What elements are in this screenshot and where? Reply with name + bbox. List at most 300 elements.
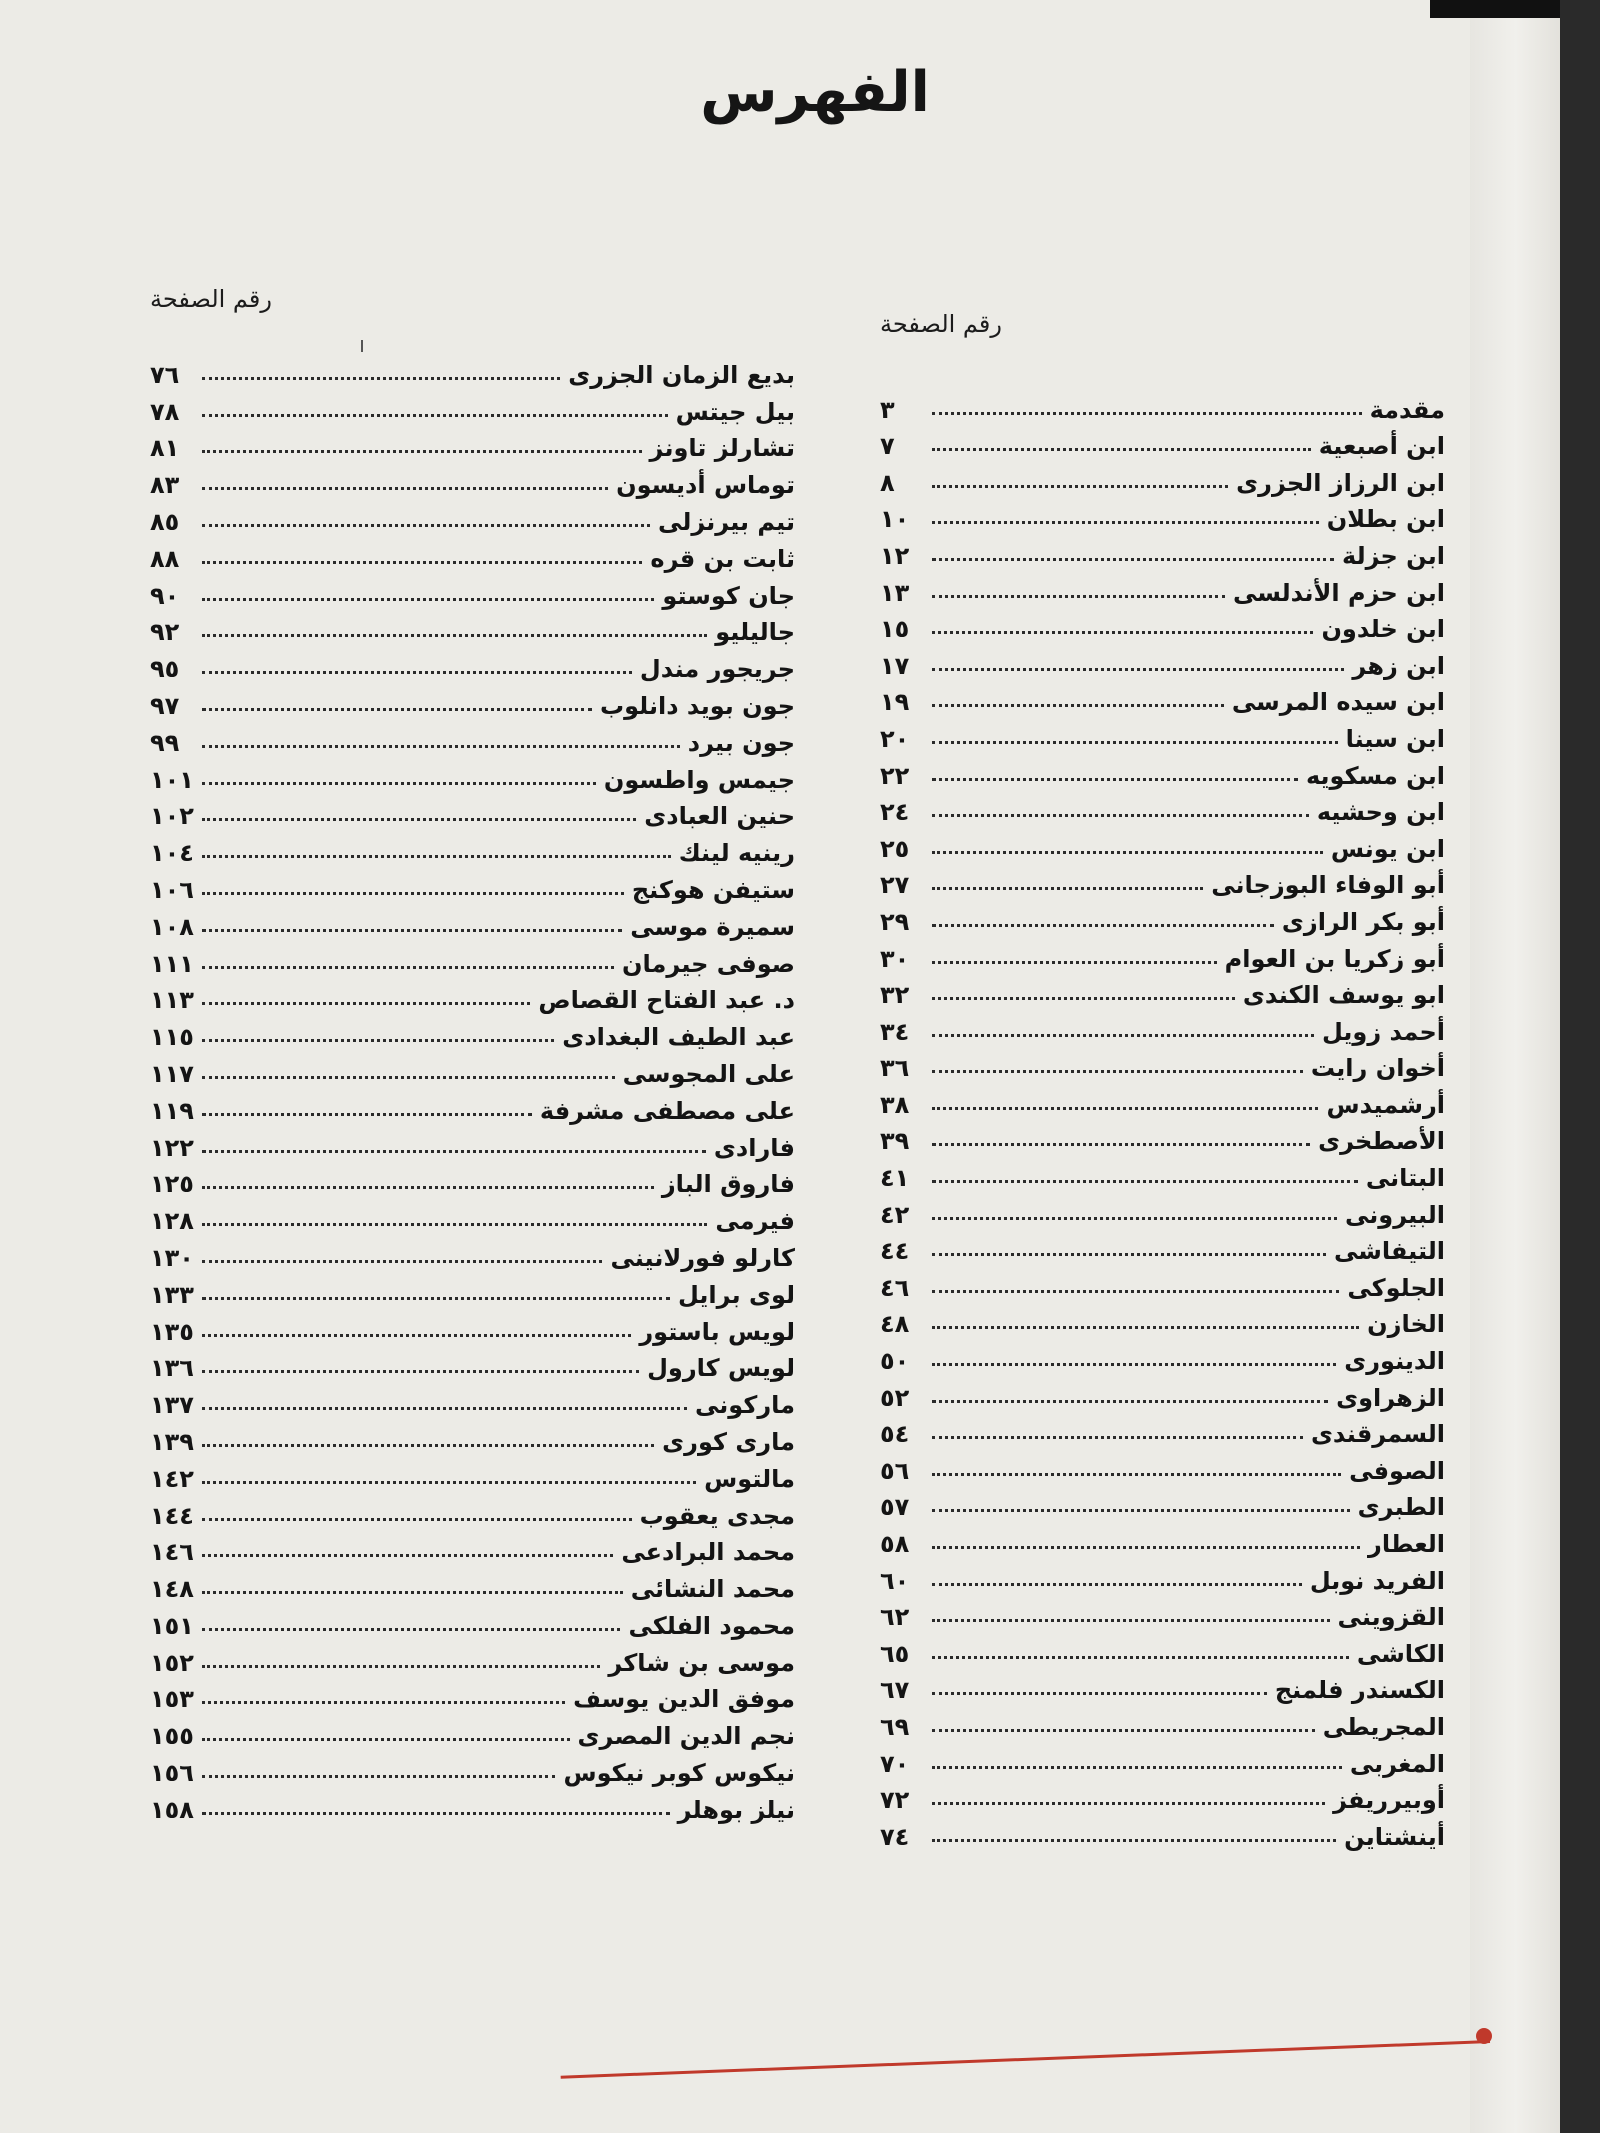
entry-name: العطار: [1368, 1530, 1445, 1558]
dot-leader: [932, 1326, 1359, 1329]
entry-name: تيم بيرنزلى: [658, 507, 795, 536]
entry-page-number: ٥٢: [880, 1383, 910, 1412]
dot-leader: [932, 485, 1228, 488]
dot-leader: [202, 524, 650, 527]
entry-name: مقدمة: [1369, 395, 1445, 424]
entry-page-number: ١٠٤: [150, 839, 194, 868]
entry-name: ابن وحشيه: [1316, 798, 1445, 827]
dot-leader: [932, 887, 1203, 890]
entry-name: أبو الوفاء البوزجانى: [1211, 871, 1445, 900]
entry-name: الكسندر فلمنج: [1274, 1676, 1445, 1705]
dot-leader: [202, 1701, 565, 1704]
entry-page-number: ١٤٤: [150, 1501, 194, 1530]
dot-leader: [202, 818, 636, 821]
index-entry: [880, 1412, 1445, 1449]
entry-name: الزهراوى: [1336, 1383, 1445, 1412]
entry-page-number: ٨٣: [150, 471, 180, 500]
entry-name: الأصطخرى: [1318, 1127, 1445, 1156]
index-entry: [880, 643, 1445, 680]
index-entry: [150, 941, 795, 978]
entry-name: ابن حزم الأندلسى: [1232, 578, 1445, 607]
entry-page-number: ١٠: [880, 505, 910, 534]
entry-name: ابو يوسف الكندى: [1242, 981, 1445, 1010]
entry-name: ثابت بن قره: [650, 544, 795, 573]
entry-name: فارادى: [713, 1133, 795, 1162]
dot-leader: [932, 1070, 1303, 1073]
entry-name: لوى برايل: [677, 1280, 795, 1309]
dot-leader: [932, 1619, 1330, 1622]
dot-leader: [202, 671, 632, 674]
left-column-header: رقم الصفحة: [150, 285, 272, 313]
entry-name: محمود الفلكى: [628, 1611, 795, 1640]
index-entry: [880, 936, 1445, 973]
entry-name: نيكوس كوبر نيكوس: [563, 1759, 795, 1788]
entry-name: بديع الزمان الجزرى: [568, 360, 795, 389]
index-entry: [150, 1493, 795, 1530]
entry-page-number: ١٠٨: [150, 912, 194, 941]
entry-page-number: ١٥٨: [150, 1795, 194, 1824]
index-entry: [150, 389, 795, 426]
dot-leader: [932, 704, 1224, 707]
pencil-mark: [361, 340, 363, 352]
index-entry: [150, 720, 795, 757]
index-entry: [150, 462, 795, 499]
index-entry: [880, 1009, 1445, 1046]
entry-name: مجدى يعقوب: [639, 1501, 795, 1530]
index-entry: [880, 1119, 1445, 1156]
index-entry: [880, 424, 1445, 461]
index-entry: [880, 1778, 1445, 1815]
entry-name: الفريد نوبل: [1309, 1566, 1445, 1595]
entry-page-number: ٩٠: [150, 581, 180, 610]
index-entry: [150, 1456, 795, 1493]
index-entry: [150, 1640, 795, 1677]
entry-name: المغربى: [1349, 1749, 1445, 1778]
entry-page-number: ٢٢: [880, 761, 910, 790]
index-entry: [880, 460, 1445, 497]
index-entry: [150, 1235, 795, 1272]
entry-page-number: ٢٠: [880, 724, 910, 753]
entry-name: لويس باستور: [639, 1317, 795, 1346]
entry-page-number: ٣٠: [880, 944, 910, 973]
dot-leader: [932, 1692, 1267, 1695]
entry-page-number: ١١٧: [150, 1059, 194, 1088]
entry-page-number: ٨٥: [150, 507, 180, 536]
entry-page-number: ٨١: [150, 434, 180, 463]
index-entry: [880, 387, 1445, 424]
entry-name: أبو بكر الرازى: [1281, 907, 1445, 936]
entry-page-number: ١٢٢: [150, 1133, 194, 1162]
dot-leader: [932, 1546, 1360, 1549]
index-entry: [150, 1530, 795, 1567]
entry-page-number: ٩٧: [150, 691, 180, 720]
dot-leader: [202, 1223, 707, 1226]
dot-leader: [202, 1591, 623, 1594]
entry-page-number: ٢٤: [880, 798, 910, 827]
entry-name: الجلوكى: [1347, 1273, 1445, 1302]
entry-page-number: ١٣٦: [150, 1354, 194, 1383]
index-entry: [150, 426, 795, 463]
entry-page-number: ٧٠: [880, 1749, 910, 1778]
entry-name: أرشميدس: [1326, 1090, 1445, 1119]
entry-name: موفق الدين يوسف: [573, 1685, 795, 1714]
dot-leader: [932, 1729, 1315, 1732]
entry-page-number: ٦٠: [880, 1566, 910, 1595]
entry-name: نيلز بوهلر: [677, 1795, 795, 1824]
right-column-header: رقم الصفحة: [880, 310, 1002, 338]
entry-page-number: ٦٩: [880, 1712, 910, 1741]
dot-leader: [932, 1034, 1314, 1037]
dot-leader: [202, 1334, 631, 1337]
left-index-column: [150, 352, 795, 1824]
dot-leader: [202, 1186, 654, 1189]
entry-name: مالتوس: [704, 1464, 795, 1493]
index-entry: [150, 1198, 795, 1235]
dot-leader: [202, 892, 624, 895]
index-entry: [880, 533, 1445, 570]
entry-name: ماركونى: [695, 1391, 795, 1420]
entry-page-number: ٧٦: [150, 360, 180, 389]
entry-page-number: ٦٥: [880, 1639, 910, 1668]
entry-page-number: ١١٥: [150, 1023, 194, 1052]
index-entry: [880, 1485, 1445, 1522]
entry-page-number: ٣٢: [880, 981, 910, 1010]
entry-name: فاروق الباز: [661, 1170, 795, 1199]
dot-leader: [202, 1039, 554, 1042]
index-entry: [150, 1419, 795, 1456]
entry-name: رينيه لينك: [678, 839, 795, 868]
entry-name: المجريطى: [1322, 1712, 1445, 1741]
decorative-red-line: [561, 2040, 1490, 2079]
index-entry: [880, 899, 1445, 936]
index-entry: [880, 680, 1445, 717]
dot-leader: [932, 1766, 1342, 1769]
dot-leader: [932, 1583, 1302, 1586]
entry-name: ابن سينا: [1345, 724, 1445, 753]
entry-page-number: ١٤٢: [150, 1464, 194, 1493]
dot-leader: [932, 521, 1319, 524]
index-entry: [150, 1272, 795, 1309]
entry-name: البتانى: [1365, 1164, 1445, 1193]
entry-name: جيمس واطسون: [603, 765, 795, 794]
dot-leader: [202, 1113, 532, 1116]
index-entry: [150, 978, 795, 1015]
entry-name: جون بيرد: [687, 728, 795, 757]
entry-name: أخوان رايت: [1310, 1054, 1445, 1083]
entry-name: محمد النشائى: [630, 1575, 795, 1604]
entry-name: التيفاشى: [1334, 1237, 1445, 1266]
index-entry: [880, 1338, 1445, 1375]
index-entry: [880, 1192, 1445, 1229]
entry-page-number: ١٧: [880, 651, 910, 680]
entry-page-number: ١٩: [880, 688, 910, 717]
entry-name: على مصطفى مشرفة: [539, 1096, 795, 1125]
entry-page-number: ١٣٠: [150, 1243, 194, 1272]
entry-page-number: ٥٧: [880, 1493, 910, 1522]
entry-page-number: ١٢٨: [150, 1207, 194, 1236]
index-entry: [880, 1558, 1445, 1595]
decorative-red-dot: [1476, 2028, 1492, 2044]
index-entry: [150, 1162, 795, 1199]
entry-name: على المجوسى: [622, 1059, 795, 1088]
index-entry: [880, 753, 1445, 790]
index-entry: [150, 1309, 795, 1346]
entry-page-number: ٤٢: [880, 1200, 910, 1229]
index-entry: [880, 1155, 1445, 1192]
dot-leader: [932, 961, 1217, 964]
entry-name: جان كوستو: [662, 581, 795, 610]
entry-page-number: ٣: [880, 395, 895, 424]
entry-page-number: ١٠١: [150, 765, 194, 794]
entry-page-number: ٣٩: [880, 1127, 910, 1156]
dot-leader: [932, 1253, 1326, 1256]
entry-name: ابن الرزاز الجزرى: [1236, 468, 1445, 497]
entry-page-number: ١٣٣: [150, 1280, 194, 1309]
dot-leader: [202, 1812, 670, 1815]
index-entry: [150, 1088, 795, 1125]
dot-leader: [202, 1481, 696, 1484]
entry-name: مارى كورى: [662, 1427, 795, 1456]
entry-page-number: ٣٨: [880, 1090, 910, 1119]
index-entry: [150, 867, 795, 904]
dot-leader: [202, 1775, 555, 1778]
dot-leader: [202, 708, 592, 711]
entry-page-number: ١١١: [150, 949, 194, 978]
dot-leader: [932, 668, 1344, 671]
entry-name: توماس أديسون: [616, 471, 795, 500]
index-entry: [880, 607, 1445, 644]
dot-leader: [202, 1444, 654, 1447]
dot-leader: [932, 997, 1235, 1000]
dot-leader: [932, 1107, 1318, 1110]
entry-name: ابن زهر: [1352, 651, 1445, 680]
dot-leader: [202, 1665, 600, 1668]
dot-leader: [932, 1400, 1328, 1403]
index-entry: [150, 1051, 795, 1088]
dot-leader: [932, 412, 1362, 415]
index-entry: [150, 757, 795, 794]
entry-name: كارلو فورلانينى: [610, 1243, 795, 1272]
dot-leader: [202, 1150, 706, 1153]
entry-page-number: ٥٤: [880, 1420, 910, 1449]
index-entry: [150, 904, 795, 941]
index-entry: [880, 863, 1445, 900]
entry-page-number: ٩٩: [150, 728, 180, 757]
index-entry: [150, 1603, 795, 1640]
index-entry: [150, 573, 795, 610]
dot-leader: [202, 450, 642, 453]
entry-page-number: ٣٤: [880, 1017, 910, 1046]
dot-leader: [932, 1143, 1310, 1146]
dot-leader: [932, 1436, 1303, 1439]
index-entry: [150, 646, 795, 683]
index-entry: [150, 352, 795, 389]
shadow-corner: [1430, 0, 1560, 18]
dot-leader: [932, 595, 1225, 598]
entry-name: ابن مسكويه: [1305, 761, 1445, 790]
dot-leader: [932, 631, 1313, 634]
entry-page-number: ١٣: [880, 578, 910, 607]
dot-leader: [932, 778, 1298, 781]
entry-name: أبو زكريا بن العوام: [1224, 944, 1445, 973]
entry-page-number: ٧٢: [880, 1786, 910, 1815]
dot-leader: [932, 924, 1274, 927]
dot-leader: [202, 782, 596, 785]
entry-page-number: ٨٨: [150, 544, 180, 573]
entry-name: حنين العبادى: [644, 802, 795, 831]
entry-page-number: ٦٧: [880, 1676, 910, 1705]
entry-name: جاليليو: [715, 618, 795, 647]
entry-page-number: ٤٦: [880, 1273, 910, 1302]
entry-page-number: ٢٩: [880, 907, 910, 936]
dot-leader: [202, 1076, 615, 1079]
dot-leader: [932, 1802, 1325, 1805]
entry-name: موسى بن شاكر: [608, 1648, 795, 1677]
dot-leader: [202, 966, 614, 969]
entry-name: فيرمى: [715, 1207, 795, 1236]
dot-leader: [202, 487, 608, 490]
page-title: الفهرس: [700, 60, 930, 125]
dot-leader: [202, 1628, 620, 1631]
index-entry: [880, 1082, 1445, 1119]
entry-name: تشارلز تاونز: [649, 434, 795, 463]
entry-name: الدينورى: [1344, 1347, 1445, 1376]
entry-name: د. عبد الفتاح القصاص: [538, 986, 795, 1015]
dot-leader: [932, 1180, 1358, 1183]
entry-page-number: ١٥٥: [150, 1722, 194, 1751]
entry-name: أحمد زويل: [1322, 1017, 1445, 1046]
dot-leader: [202, 1554, 613, 1557]
index-entry: [150, 794, 795, 831]
entry-name: لويس كارول: [647, 1354, 795, 1383]
index-entry: [880, 1229, 1445, 1266]
entry-page-number: ١٥٢: [150, 1648, 194, 1677]
index-entry: [150, 1750, 795, 1787]
dot-leader: [202, 1407, 687, 1410]
index-entry: [150, 1382, 795, 1419]
dot-leader: [932, 1509, 1350, 1512]
index-entry: [150, 1713, 795, 1750]
entry-page-number: ١٣٧: [150, 1391, 194, 1420]
entry-name: عبد الطيف البغدادى: [562, 1023, 795, 1052]
entry-name: أينشتاين: [1344, 1822, 1445, 1851]
entry-page-number: ٩٥: [150, 655, 180, 684]
entry-name: ابن سيده المرسى: [1231, 688, 1445, 717]
entry-page-number: ٤٤: [880, 1237, 910, 1266]
entry-name: أوبيرريفز: [1333, 1786, 1445, 1815]
dot-leader: [202, 1260, 602, 1263]
index-entry: [150, 536, 795, 573]
entry-page-number: ٧: [880, 432, 895, 461]
entry-page-number: ٧٨: [150, 397, 180, 426]
index-entry: [150, 1787, 795, 1824]
dot-leader: [202, 1297, 670, 1300]
dot-leader: [202, 745, 680, 748]
dot-leader: [202, 634, 707, 637]
entry-name: القزوينى: [1337, 1603, 1445, 1632]
entry-name: السمرقندى: [1310, 1420, 1445, 1449]
entry-page-number: ١٢٥: [150, 1170, 194, 1199]
entry-name: ابن جزلة: [1342, 541, 1445, 570]
dot-leader: [932, 741, 1338, 744]
entry-name: الطبرى: [1357, 1493, 1445, 1522]
dot-leader: [932, 1839, 1336, 1842]
dot-leader: [932, 851, 1323, 854]
entry-name: سميرة موسى: [630, 912, 795, 941]
entry-page-number: ٦٢: [880, 1603, 910, 1632]
dot-leader: [202, 1370, 639, 1373]
entry-page-number: ١٥٣: [150, 1685, 194, 1714]
entry-name: ستيفن هوكنج: [631, 875, 795, 904]
entry-page-number: ٤١: [880, 1164, 910, 1193]
index-entry: [880, 826, 1445, 863]
dot-leader: [932, 558, 1334, 561]
entry-page-number: ٣٦: [880, 1054, 910, 1083]
entry-page-number: ٥٠: [880, 1347, 910, 1376]
entry-page-number: ١١٣: [150, 986, 194, 1015]
index-entry: [880, 1704, 1445, 1741]
entry-page-number: ١٥٦: [150, 1759, 194, 1788]
dot-leader: [932, 448, 1311, 451]
index-entry: [150, 1677, 795, 1714]
index-entry: [150, 1346, 795, 1383]
index-entry: [150, 1566, 795, 1603]
entry-name: جون بويد دانلوب: [600, 691, 795, 720]
index-entry: [150, 499, 795, 536]
index-entry: [150, 610, 795, 647]
entry-name: جريجور مندل: [639, 655, 795, 684]
entry-name: الكاشى: [1356, 1639, 1445, 1668]
index-entry: [150, 1125, 795, 1162]
entry-page-number: ٤٨: [880, 1310, 910, 1339]
dot-leader: [202, 929, 622, 932]
dot-leader: [932, 1290, 1339, 1293]
index-entry: [150, 830, 795, 867]
index-entry: [880, 1595, 1445, 1632]
index-entry: [880, 570, 1445, 607]
index-entry: [880, 1668, 1445, 1705]
entry-name: الخازن: [1367, 1310, 1445, 1339]
entry-page-number: ١٠٦: [150, 875, 194, 904]
entry-page-number: ١٠٢: [150, 802, 194, 831]
dot-leader: [202, 1518, 632, 1521]
page-edge: [1470, 0, 1560, 2133]
right-index-column: [880, 387, 1445, 1851]
entry-page-number: ٩٢: [150, 618, 180, 647]
entry-page-number: ٥٨: [880, 1530, 910, 1558]
entry-name: صوفى جيرمان: [622, 949, 795, 978]
dot-leader: [202, 1002, 530, 1005]
entry-name: محمد البرادعى: [621, 1538, 795, 1567]
dot-leader: [932, 1656, 1349, 1659]
entry-page-number: ١٣٥: [150, 1317, 194, 1346]
entry-name: نجم الدين المصرى: [577, 1722, 795, 1751]
entry-page-number: ٢٧: [880, 871, 910, 900]
entry-name: ابن أصبعية: [1318, 432, 1445, 461]
entry-name: الصوفى: [1349, 1456, 1445, 1485]
index-entry: [880, 1302, 1445, 1339]
dot-leader: [202, 377, 560, 380]
dot-leader: [932, 1473, 1341, 1476]
entry-name: البيرونى: [1345, 1200, 1445, 1229]
index-entry: [880, 790, 1445, 827]
entry-page-number: ١٥١: [150, 1611, 194, 1640]
entry-page-number: ١٢: [880, 541, 910, 570]
index-entry: [880, 1375, 1445, 1412]
index-entry: [880, 1521, 1445, 1558]
entry-page-number: ٨: [880, 468, 895, 497]
index-entry: [880, 1741, 1445, 1778]
